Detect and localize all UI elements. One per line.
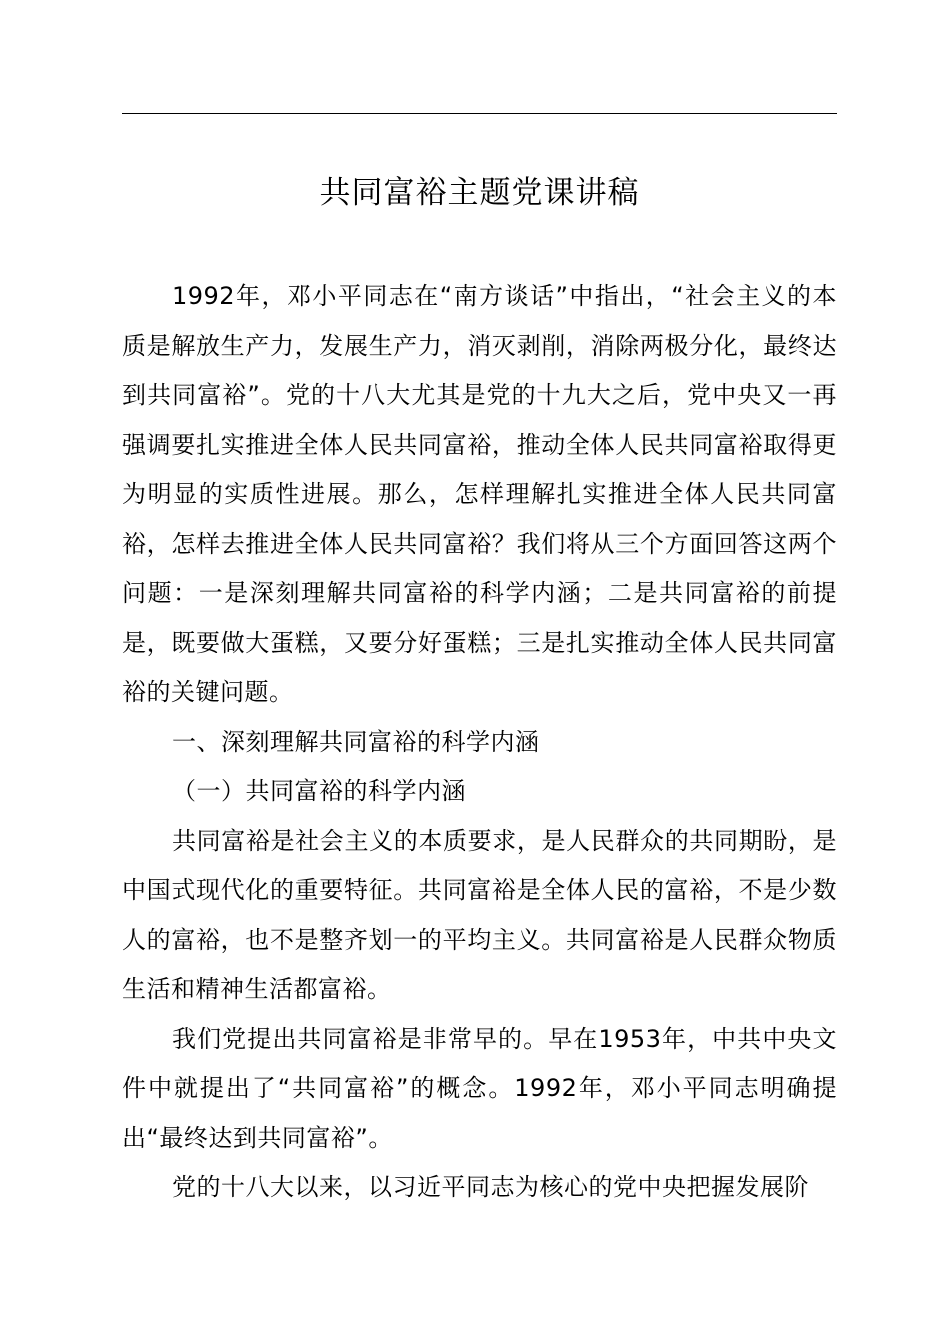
section-heading-1: 一、深刻理解共同富裕的科学内涵 xyxy=(172,727,540,756)
body-paragraph: 共同富裕是社会主义的本质要求，是人民群众的共同期盼，是中国式现代化的重要特征。共同富裕是全体人民的富裕，不是少数人的富裕，也不是整齐划一的平均主义。共同富裕是人民群众物质生活和精神生活都富裕。 xyxy=(122,826,837,1003)
body-paragraph: 我们党提出共同富裕是非常早的。早在1953年，中共中央文件中就提出了“共同富裕”的概念。1992年，邓小平同志明确提出“最终达到共同富裕”。 xyxy=(122,1024,837,1152)
intro-paragraph: 1992年，邓小平同志在“南方谈话”中指出，“社会主义的本质是解放生产力，发展生产力，消灭剥削，消除两极分化，最终达到共同富裕”。党的十八大尤其是党的十九大之后，党中央又一再强调要扎实推进全体人民共同富裕，推动全体人民共同富裕取得更为明显的实质性进展。那么，怎样理解扎实推进全体人民共同富裕，怎样去推进全体人民共同富裕？我们将从三个方面回答这两个问题：一是深刻理解共同富裕的科学内涵；二是共同富裕的前提是，既要做大蛋糕，又要分好蛋糕；三是扎实推动全体人民共同富裕的关键问题。 xyxy=(122,282,837,706)
document-title: 共同富裕主题党课讲稿 xyxy=(319,175,640,211)
body-paragraph: 党的十八大以来，以习近平同志为核心的党中央把握发展阶 xyxy=(172,1173,809,1201)
document-body xyxy=(122,272,837,1213)
subsection-heading-1: （一）共同富裕的科学内涵 xyxy=(172,777,466,805)
header-rule xyxy=(122,113,837,114)
